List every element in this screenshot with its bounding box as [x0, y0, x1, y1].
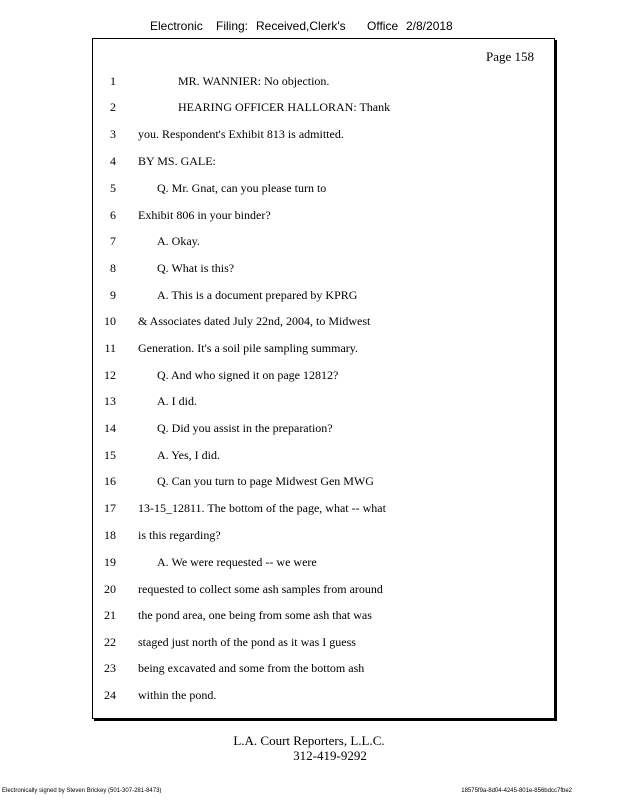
- line-text: Q. Did you assist in the preparation?: [157, 421, 333, 435]
- line-number: 15: [104, 448, 116, 462]
- transcript-line: [92, 686, 555, 706]
- transcript-line: [92, 286, 555, 306]
- line-number: 22: [104, 635, 116, 649]
- line-number: 13: [104, 394, 116, 408]
- line-number: 19: [104, 555, 116, 569]
- line-text: & Associates dated July 22nd, 2004, to Midwest: [138, 314, 371, 328]
- reporter-company: L.A. Court Reporters, L.L.C.: [233, 733, 385, 748]
- line-text: Generation. It's a soil pile sampling summary.: [138, 341, 359, 355]
- line-text: A. This is a document prepared by KPRG: [157, 288, 358, 302]
- line-text: Exhibit 806 in your binder?: [138, 208, 271, 222]
- line-text: requested to collect some ash samples from around: [138, 582, 383, 596]
- transcript-line: [92, 98, 555, 118]
- transcript-line: [92, 472, 555, 492]
- line-number: 5: [110, 181, 116, 195]
- transcript-line: [92, 366, 555, 386]
- line-number: 8: [110, 261, 116, 275]
- reporter-phone: 312-419-9292: [293, 748, 367, 763]
- line-text: being excavated and some from the bottom ash: [138, 661, 365, 675]
- line-text: Q. And who signed it on page 12812?: [157, 368, 339, 382]
- transcript-line: [92, 232, 555, 252]
- line-number: 23: [104, 661, 116, 675]
- line-number: 10: [104, 314, 116, 328]
- transcript-line: [92, 125, 555, 145]
- line-number: 12: [104, 368, 116, 382]
- line-text: Q. Mr. Gnat, can you please turn to: [157, 181, 327, 195]
- transcript-line: [92, 580, 555, 600]
- line-number: 11: [104, 341, 116, 355]
- transcript-line: [92, 659, 555, 679]
- line-text: MR. WANNIER: No objection.: [178, 74, 330, 88]
- line-text: 13-15_12811. The bottom of the page, what -- what: [138, 501, 386, 515]
- transcript-line: [92, 392, 555, 412]
- transcript-line: [92, 526, 555, 546]
- line-number: 18: [104, 528, 116, 542]
- electronic-signature-note: Electronically signed by Steven Brickey (501-307-281-8473): [2, 788, 162, 794]
- line-number: 21: [104, 608, 116, 622]
- line-number: 3: [110, 127, 116, 141]
- header-word-office: Office: [367, 19, 399, 33]
- transcript-line: [92, 419, 555, 439]
- line-number: 4: [110, 154, 116, 168]
- transcript-line: [92, 339, 555, 359]
- line-number: 2: [110, 100, 116, 114]
- header-word-electronic: Electronic: [150, 19, 203, 33]
- header-word-date: 2/8/2018: [406, 19, 453, 33]
- line-text: A. Yes, I did.: [157, 448, 221, 462]
- transcript-line: [92, 499, 555, 519]
- transcript-line: [92, 446, 555, 466]
- header-word-filing: Filing:: [216, 19, 249, 33]
- line-number: 20: [104, 582, 116, 596]
- transcript-line: [92, 312, 555, 332]
- transcript-line: [92, 206, 555, 226]
- line-text: A. We were requested -- we were: [157, 555, 317, 569]
- line-number: 14: [104, 421, 116, 435]
- transcript-line: [92, 553, 555, 573]
- line-number: 6: [110, 208, 116, 222]
- transcript-line: [92, 152, 555, 172]
- line-number: 7: [110, 234, 116, 248]
- page-number: Page 158: [485, 49, 534, 64]
- line-number: 24: [104, 688, 116, 702]
- line-text: HEARING OFFICER HALLORAN: Thank: [178, 100, 391, 114]
- line-text: Q. What is this?: [157, 261, 235, 275]
- line-text: Q. Can you turn to page Midwest Gen MWG: [157, 474, 374, 488]
- line-text: A. Okay.: [157, 234, 200, 248]
- line-text: is this regarding?: [138, 528, 221, 542]
- transcript-line: [92, 259, 555, 279]
- line-text: BY MS. GALE:: [138, 154, 216, 168]
- line-number: 9: [110, 288, 116, 302]
- filing-header: [0, 19, 618, 37]
- transcript-line: [92, 179, 555, 199]
- line-number: 1: [110, 74, 116, 88]
- line-text: you. Respondent's Exhibit 813 is admitted.: [138, 127, 344, 141]
- transcript-line: [92, 606, 555, 626]
- line-number: 17: [104, 501, 116, 515]
- transcript-line: [92, 72, 555, 92]
- transcript-line: [92, 633, 555, 653]
- reporter-footer: [0, 733, 618, 763]
- line-text: A. I did.: [157, 394, 197, 408]
- document-hash: 18575f9a-8d04-4245-801e-856bdcc7fbe2: [461, 788, 572, 794]
- line-text: the pond area, one being from some ash that was: [138, 608, 372, 622]
- line-text: within the pond.: [138, 688, 217, 702]
- line-number: 16: [104, 474, 116, 488]
- line-text: staged just north of the pond as it was I guess: [138, 635, 356, 649]
- header-word-received: Received,Clerk's: [256, 19, 346, 33]
